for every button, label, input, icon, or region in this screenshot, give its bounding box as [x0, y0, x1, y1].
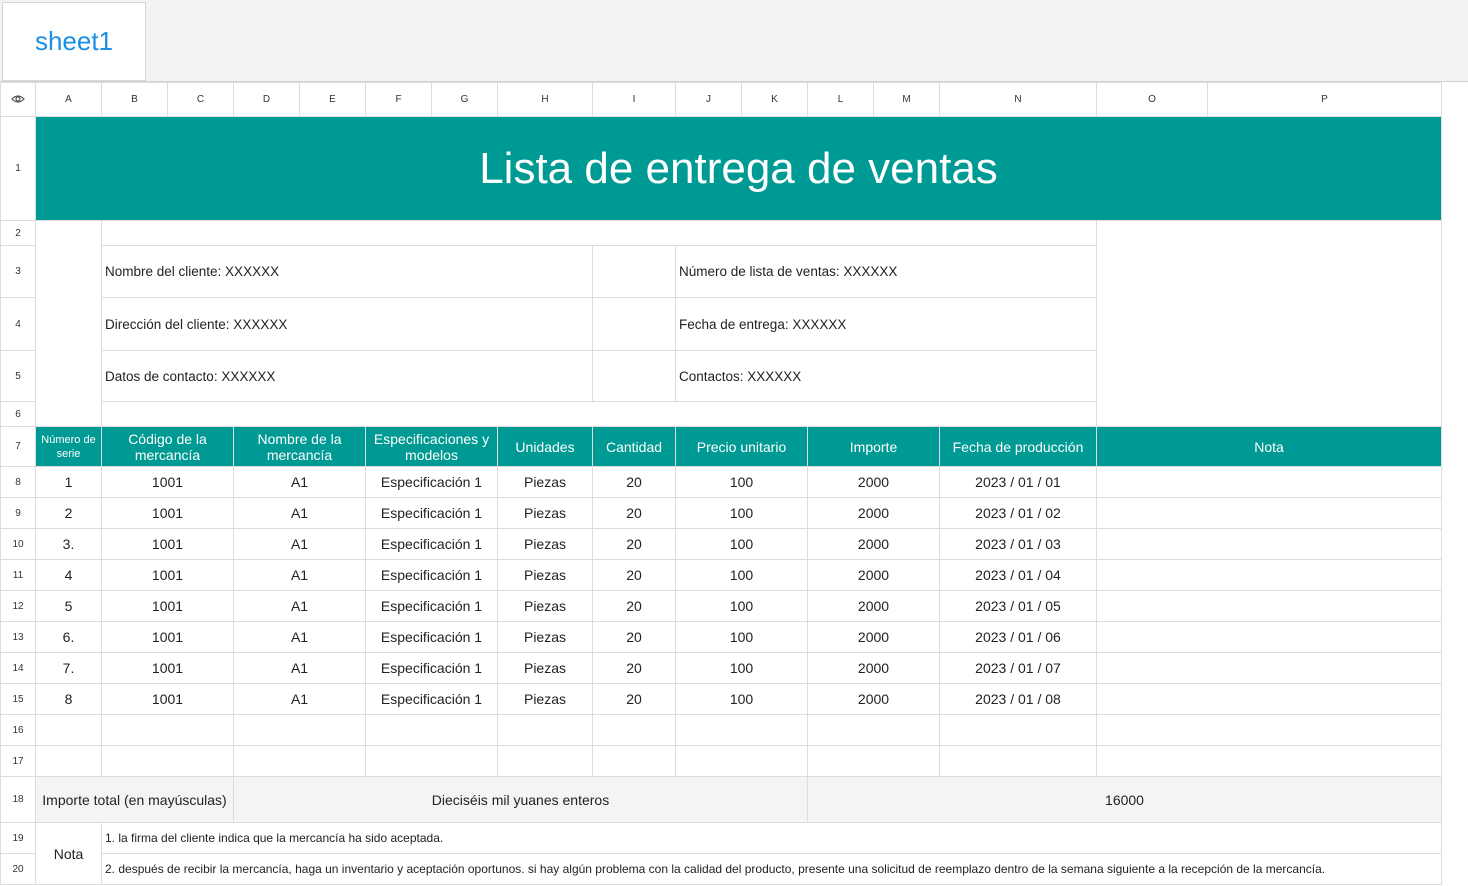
column-header[interactable]: F: [366, 83, 432, 117]
table-row: [1, 591, 1442, 622]
quantity-cell[interactable]: 20: [593, 653, 676, 684]
row-header[interactable]: 2: [1, 221, 36, 246]
eye-icon[interactable]: [1, 83, 36, 117]
product-name-cell[interactable]: A1: [234, 622, 366, 653]
total-amount-cell[interactable]: 16000: [808, 777, 1442, 823]
note-cell[interactable]: [1097, 591, 1442, 622]
row-header[interactable]: 18: [1, 777, 36, 823]
cell[interactable]: [36, 715, 102, 746]
column-header[interactable]: A: [36, 83, 102, 117]
production-date-cell[interactable]: 2023 / 01 / 05: [940, 591, 1097, 622]
cell[interactable]: [593, 246, 676, 298]
unit-price-cell[interactable]: 100: [676, 653, 808, 684]
serial-number-cell[interactable]: 5: [36, 591, 102, 622]
sheet-tab-bar: [0, 0, 1468, 82]
table-row: [1, 684, 1442, 715]
quantity-cell[interactable]: 20: [593, 560, 676, 591]
cell[interactable]: [940, 715, 1097, 746]
cell[interactable]: [676, 715, 808, 746]
row-header[interactable]: 8: [1, 467, 36, 498]
product-name-cell[interactable]: A1: [234, 591, 366, 622]
column-header-row: [1, 83, 1442, 117]
client-name-cell[interactable]: Nombre del cliente: XXXXXX: [102, 246, 593, 298]
row-header[interactable]: 7: [1, 427, 36, 467]
cell[interactable]: [366, 746, 498, 777]
product-code-cell[interactable]: 1001: [102, 622, 234, 653]
cell[interactable]: [593, 298, 676, 351]
column-header[interactable]: C: [168, 83, 234, 117]
spreadsheet-grid: [0, 82, 1442, 885]
sales-list-number-cell[interactable]: Número de lista de ventas: XXXXXX: [676, 246, 1097, 298]
header-serial-number[interactable]: Número de serie: [36, 427, 102, 467]
note-cell[interactable]: [1097, 467, 1442, 498]
units-cell[interactable]: Piezas: [498, 591, 593, 622]
column-header[interactable]: G: [432, 83, 498, 117]
row-header[interactable]: 10: [1, 529, 36, 560]
cell[interactable]: [234, 715, 366, 746]
cell[interactable]: [1097, 715, 1442, 746]
product-code-cell[interactable]: 1001: [102, 653, 234, 684]
amount-cell[interactable]: 2000: [808, 684, 940, 715]
cell[interactable]: [498, 746, 593, 777]
serial-number-cell[interactable]: 4: [36, 560, 102, 591]
production-date-cell[interactable]: 2023 / 01 / 06: [940, 622, 1097, 653]
row-header[interactable]: 6: [1, 402, 36, 427]
cell[interactable]: [366, 715, 498, 746]
note-cell[interactable]: [1097, 560, 1442, 591]
product-code-cell[interactable]: 1001: [102, 498, 234, 529]
amount-cell[interactable]: 2000: [808, 560, 940, 591]
column-header[interactable]: H: [498, 83, 593, 117]
product-code-cell[interactable]: 1001: [102, 560, 234, 591]
specification-cell[interactable]: Especificación 1: [366, 684, 498, 715]
row-header[interactable]: 4: [1, 298, 36, 351]
unit-price-cell[interactable]: 100: [676, 529, 808, 560]
column-header[interactable]: M: [874, 83, 940, 117]
column-header[interactable]: K: [742, 83, 808, 117]
unit-price-cell[interactable]: 100: [676, 467, 808, 498]
quantity-cell[interactable]: 20: [593, 467, 676, 498]
specification-cell[interactable]: Especificación 1: [366, 591, 498, 622]
production-date-cell[interactable]: 2023 / 01 / 02: [940, 498, 1097, 529]
units-cell[interactable]: Piezas: [498, 622, 593, 653]
row-header[interactable]: 14: [1, 653, 36, 684]
cell[interactable]: [1097, 746, 1442, 777]
specification-cell[interactable]: Especificación 1: [366, 498, 498, 529]
production-date-cell[interactable]: 2023 / 01 / 07: [940, 653, 1097, 684]
column-header[interactable]: N: [940, 83, 1097, 117]
serial-number-cell[interactable]: 3.: [36, 529, 102, 560]
product-code-cell[interactable]: 1001: [102, 529, 234, 560]
product-name-cell[interactable]: A1: [234, 684, 366, 715]
quantity-cell[interactable]: 20: [593, 684, 676, 715]
tab-sheet1[interactable]: sheet1: [2, 2, 146, 81]
production-date-cell[interactable]: 2023 / 01 / 03: [940, 529, 1097, 560]
cell[interactable]: [593, 746, 676, 777]
delivery-date-cell[interactable]: Fecha de entrega: XXXXXX: [676, 298, 1097, 351]
column-header[interactable]: D: [234, 83, 300, 117]
cell[interactable]: [102, 746, 234, 777]
specification-cell[interactable]: Especificación 1: [366, 467, 498, 498]
note-cell[interactable]: [1097, 529, 1442, 560]
table-row: [1, 653, 1442, 684]
amount-cell[interactable]: 2000: [808, 467, 940, 498]
cell[interactable]: [102, 221, 1097, 246]
unit-price-cell[interactable]: 100: [676, 560, 808, 591]
product-code-cell[interactable]: 1001: [102, 684, 234, 715]
amount-cell[interactable]: 2000: [808, 591, 940, 622]
total-label-cell[interactable]: Importe total (en mayúsculas): [36, 777, 234, 823]
product-name-cell[interactable]: A1: [234, 560, 366, 591]
production-date-cell[interactable]: 2023 / 01 / 01: [940, 467, 1097, 498]
amount-cell[interactable]: 2000: [808, 498, 940, 529]
amount-cell[interactable]: 2000: [808, 529, 940, 560]
specification-cell[interactable]: Especificación 1: [366, 560, 498, 591]
table-row: [1, 467, 1442, 498]
cell[interactable]: [593, 715, 676, 746]
product-name-cell[interactable]: A1: [234, 467, 366, 498]
column-header[interactable]: J: [676, 83, 742, 117]
client-address-cell[interactable]: Dirección del cliente: XXXXXX: [102, 298, 593, 351]
serial-number-cell[interactable]: 7.: [36, 653, 102, 684]
unit-price-cell[interactable]: 100: [676, 684, 808, 715]
product-name-cell[interactable]: A1: [234, 529, 366, 560]
header-note[interactable]: Nota: [1097, 427, 1442, 467]
total-words-cell[interactable]: Dieciséis mil yuanes enteros: [234, 777, 808, 823]
amount-cell[interactable]: 2000: [808, 622, 940, 653]
cell[interactable]: [498, 715, 593, 746]
column-header[interactable]: P: [1208, 83, 1442, 117]
note-label-cell[interactable]: Nota: [36, 823, 102, 885]
table-row: [1, 560, 1442, 591]
note-cell[interactable]: [1097, 653, 1442, 684]
header-specifications[interactable]: Especificaciones y modelos: [366, 427, 498, 467]
header-quantity[interactable]: Cantidad: [593, 427, 676, 467]
unit-price-cell[interactable]: 100: [676, 591, 808, 622]
row-header[interactable]: 9: [1, 498, 36, 529]
product-name-cell[interactable]: A1: [234, 498, 366, 529]
row-header[interactable]: 3: [1, 246, 36, 298]
column-header[interactable]: B: [102, 83, 168, 117]
header-amount[interactable]: Importe: [808, 427, 940, 467]
column-header[interactable]: O: [1097, 83, 1208, 117]
cell[interactable]: [1097, 221, 1442, 427]
row-header[interactable]: 19: [1, 823, 36, 854]
production-date-cell[interactable]: 2023 / 01 / 04: [940, 560, 1097, 591]
cell[interactable]: [36, 746, 102, 777]
cell[interactable]: [676, 746, 808, 777]
specification-cell[interactable]: Especificación 1: [366, 529, 498, 560]
note-cell[interactable]: [1097, 622, 1442, 653]
table-row: [1, 529, 1442, 560]
contact-data-cell[interactable]: Datos de contacto: XXXXXX: [102, 351, 593, 402]
product-code-cell[interactable]: 1001: [102, 591, 234, 622]
note-cell[interactable]: [1097, 684, 1442, 715]
header-product-code[interactable]: Código de la mercancía: [102, 427, 234, 467]
items-header-row: [1, 427, 1442, 467]
serial-number-cell[interactable]: 2: [36, 498, 102, 529]
row-header[interactable]: 12: [1, 591, 36, 622]
cell[interactable]: [102, 402, 1097, 427]
product-code-cell[interactable]: 1001: [102, 467, 234, 498]
note-line-1-cell[interactable]: 1. la firma del cliente indica que la mercancía ha sido aceptada.: [102, 823, 1442, 854]
row-header[interactable]: 1: [1, 117, 36, 221]
header-production-date[interactable]: Fecha de producción: [940, 427, 1097, 467]
row-header[interactable]: 16: [1, 715, 36, 746]
cell[interactable]: [36, 221, 102, 427]
units-cell[interactable]: Piezas: [498, 560, 593, 591]
cell[interactable]: [940, 746, 1097, 777]
units-cell[interactable]: Piezas: [498, 498, 593, 529]
specification-cell[interactable]: Especificación 1: [366, 622, 498, 653]
units-cell[interactable]: Piezas: [498, 653, 593, 684]
table-row: [1, 622, 1442, 653]
quantity-cell[interactable]: 20: [593, 622, 676, 653]
serial-number-cell[interactable]: 1: [36, 467, 102, 498]
row-header[interactable]: 20: [1, 854, 36, 885]
unit-price-cell[interactable]: 100: [676, 498, 808, 529]
column-header[interactable]: L: [808, 83, 874, 117]
row-header[interactable]: 17: [1, 746, 36, 777]
amount-cell[interactable]: 2000: [808, 653, 940, 684]
cell[interactable]: [234, 746, 366, 777]
cell[interactable]: [593, 351, 676, 402]
row-header[interactable]: 11: [1, 560, 36, 591]
header-product-name[interactable]: Nombre de la mercancía: [234, 427, 366, 467]
unit-price-cell[interactable]: 100: [676, 622, 808, 653]
column-header[interactable]: I: [593, 83, 676, 117]
units-cell[interactable]: Piezas: [498, 684, 593, 715]
note-cell[interactable]: [1097, 498, 1442, 529]
sheet-title[interactable]: Lista de entrega de ventas: [36, 117, 1442, 221]
row-header[interactable]: 5: [1, 351, 36, 402]
column-header[interactable]: E: [300, 83, 366, 117]
specification-cell[interactable]: Especificación 1: [366, 653, 498, 684]
row-header[interactable]: 13: [1, 622, 36, 653]
quantity-cell[interactable]: 20: [593, 591, 676, 622]
cell[interactable]: [102, 715, 234, 746]
quantity-cell[interactable]: 20: [593, 498, 676, 529]
serial-number-cell[interactable]: 6.: [36, 622, 102, 653]
units-cell[interactable]: Piezas: [498, 529, 593, 560]
cell[interactable]: [808, 746, 940, 777]
contacts-cell[interactable]: Contactos: XXXXXX: [676, 351, 1097, 402]
product-name-cell[interactable]: A1: [234, 653, 366, 684]
cell[interactable]: [808, 715, 940, 746]
serial-number-cell[interactable]: 8: [36, 684, 102, 715]
row-header[interactable]: 15: [1, 684, 36, 715]
units-cell[interactable]: Piezas: [498, 467, 593, 498]
table-row: [1, 498, 1442, 529]
note-line-2-cell[interactable]: 2. después de recibir la mercancía, haga un inventario y aceptación oportunos. si hay algún problema con la calidad del producto, presente una solicitud de reemplazo dentro de la semana siguiente a la recepción de la mercancía.: [102, 854, 1442, 885]
production-date-cell[interactable]: 2023 / 01 / 08: [940, 684, 1097, 715]
quantity-cell[interactable]: 20: [593, 529, 676, 560]
header-unit-price[interactable]: Precio unitario: [676, 427, 808, 467]
header-units[interactable]: Unidades: [498, 427, 593, 467]
